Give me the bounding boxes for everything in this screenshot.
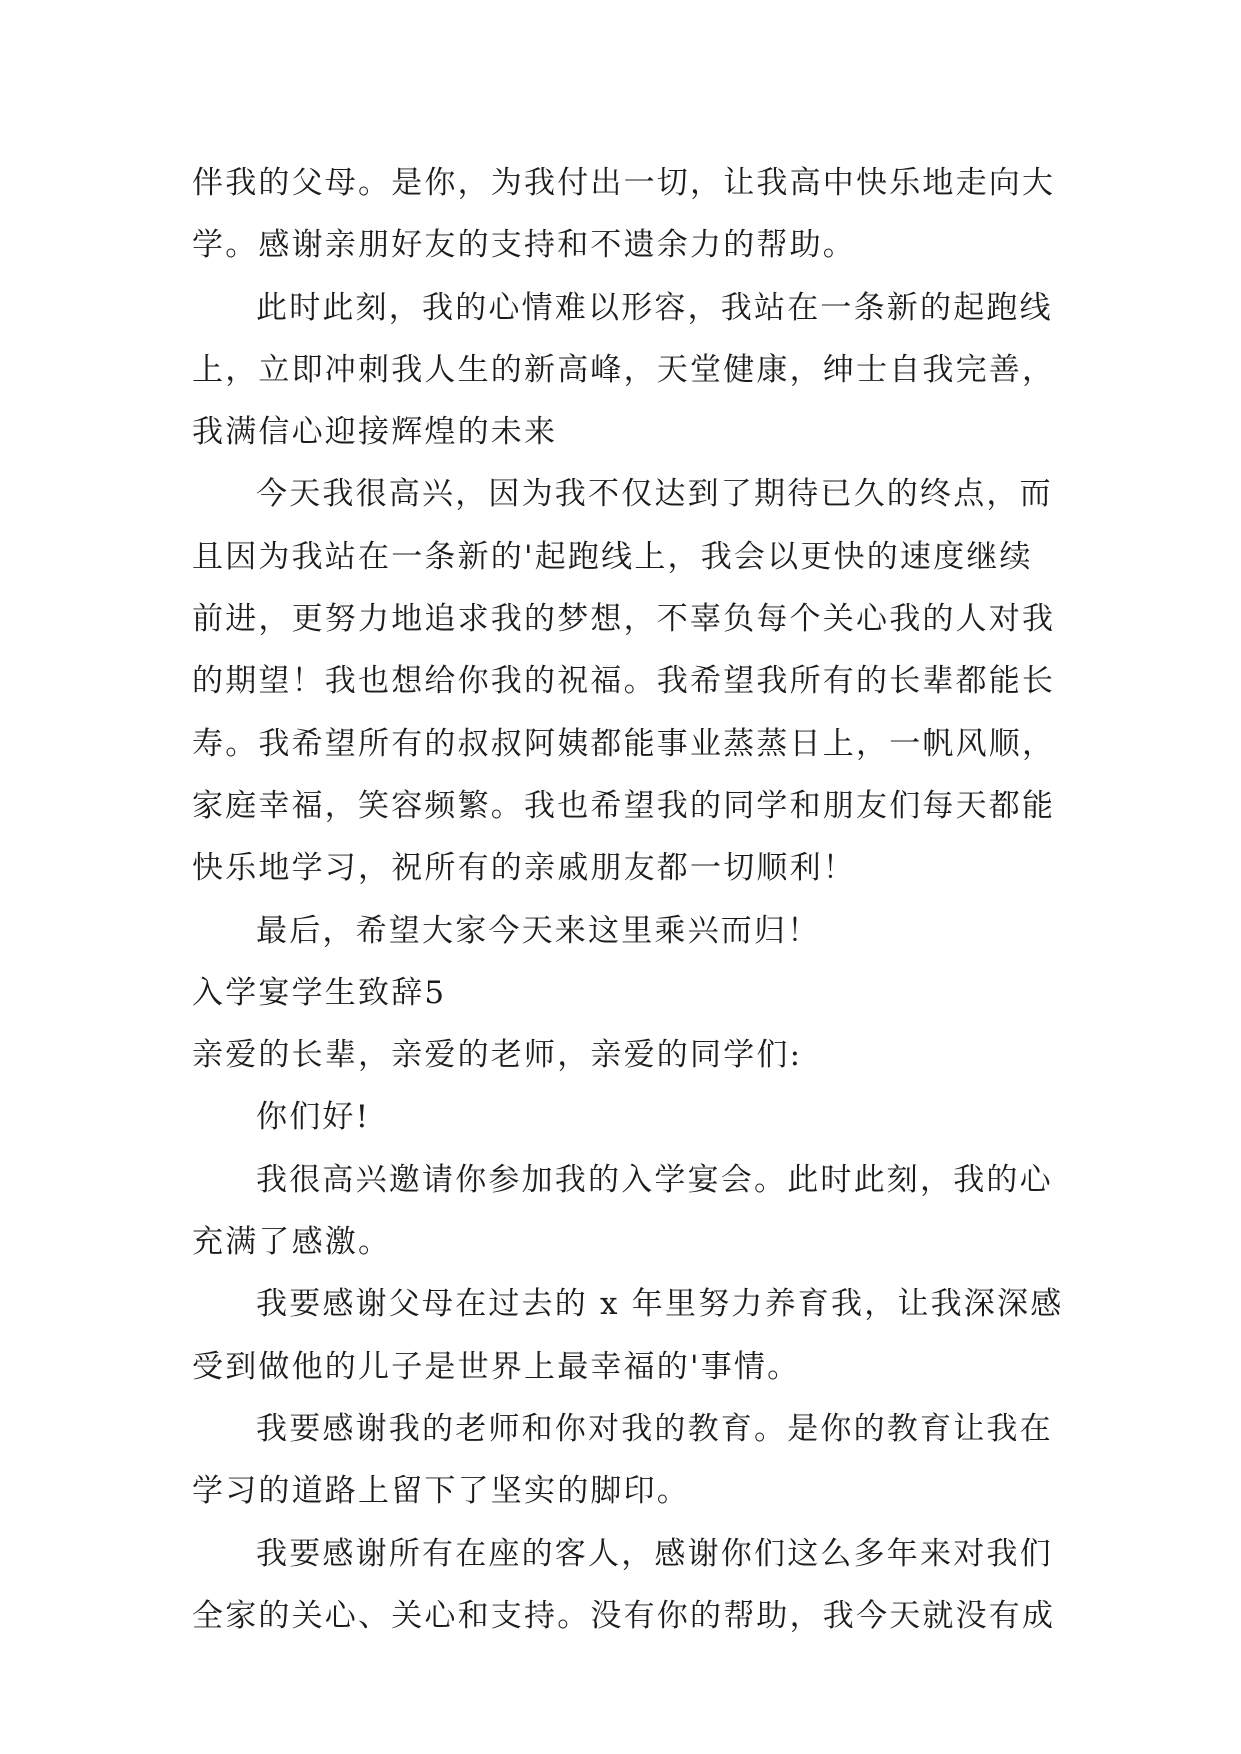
paragraph-first-line: 我要感谢所有在座的客人，感谢你们这么多年来对我们 bbox=[256, 1535, 1053, 1572]
text-line: 前进，更努力地追求我的梦想，不辜负每个关心我的人对我 bbox=[192, 601, 1056, 638]
text-line: 且因为我站在一条新的'起跑线上，我会以更快的速度继续 bbox=[192, 538, 1033, 575]
text-line: 寿。我希望所有的叔叔阿姨都能事业蒸蒸日上，一帆风顺， bbox=[192, 725, 1056, 762]
text-line: 的期望！我也想给你我的祝福。我希望我所有的长辈都能长 bbox=[192, 663, 1056, 700]
text-line: 上，立即冲刺我人生的新高峰，天堂健康，绅士自我完善， bbox=[192, 351, 1056, 388]
text-line: 家庭幸福，笑容频繁。我也希望我的同学和朋友们每天都能 bbox=[192, 787, 1056, 824]
text-line: 全家的关心、关心和支持。没有你的帮助，我今天就没有成 bbox=[192, 1597, 1056, 1634]
text-line: 学。感谢亲朋好友的支持和不遗余力的帮助。 bbox=[192, 227, 856, 264]
text-line: 伴我的父母。是你，为我付出一切，让我高中快乐地走向大 bbox=[192, 165, 1056, 201]
paragraph-first-line: 我要感谢父母在过去的 x 年里努力养育我，让我深深感 bbox=[256, 1286, 1064, 1323]
salutation: 亲爱的长辈，亲爱的老师，亲爱的同学们: bbox=[192, 1037, 803, 1074]
text-line: 快乐地学习，祝所有的亲戚朋友都一切顺利！ bbox=[192, 850, 856, 887]
paragraph-first-line: 我要感谢我的老师和你对我的教育。是你的教育让我在 bbox=[256, 1410, 1053, 1447]
text-line: 充满了感激。 bbox=[192, 1224, 392, 1261]
text-line: 学习的道路上留下了坚实的脚印。 bbox=[192, 1473, 690, 1510]
greeting: 你们好! bbox=[256, 1099, 371, 1136]
document-body bbox=[192, 152, 1062, 1647]
paragraph-first-line: 我很高兴邀请你参加我的入学宴会。此时此刻，我的心 bbox=[256, 1161, 1053, 1198]
paragraph-first-line: 今天我很高兴，因为我不仅达到了期待已久的终点，而 bbox=[256, 476, 1053, 513]
text-line: 我满信心迎接辉煌的未来 bbox=[192, 414, 558, 451]
text-line: 受到做他的儿子是世界上最幸福的'事情。 bbox=[192, 1348, 801, 1385]
paragraph-first-line: 此时此刻，我的心情难以形容，我站在一条新的起跑线 bbox=[256, 289, 1053, 326]
paragraph-first-line: 最后，希望大家今天来这里乘兴而归！ bbox=[256, 912, 821, 949]
section-heading: 入学宴学生致辞5 bbox=[192, 974, 447, 1011]
